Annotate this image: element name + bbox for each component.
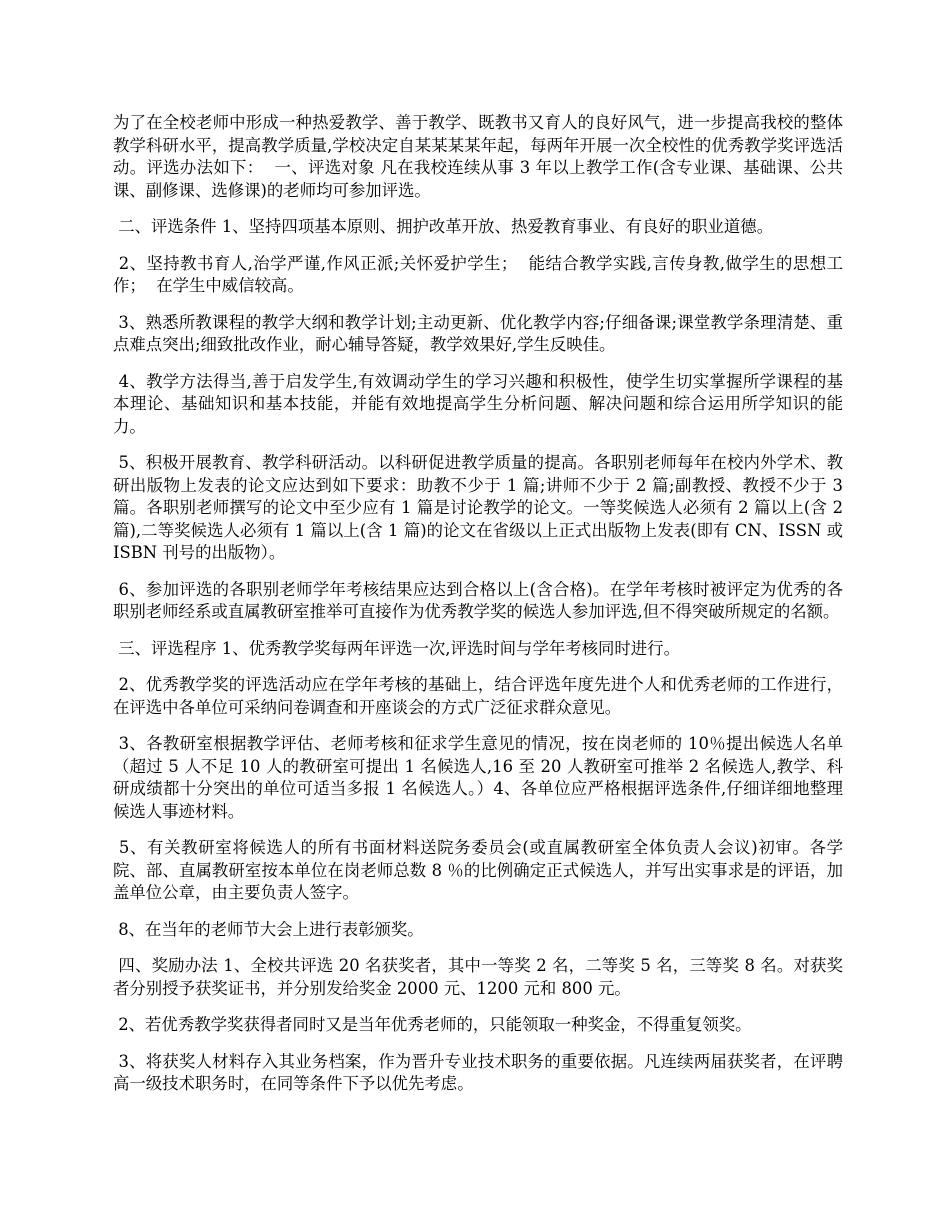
paragraph-procedure-5: 5、有关教研室将候选人的所有书面材料送院务委员会(或直属教研室全体负责人会议)初审。各学院、部、直属教研室按本单位在岗老师总数 8 ％的比例确定正式候选人，并写出实事求是的评语，加盖单位公章，由主要负责人签字。 [113, 838, 843, 902]
document-body [113, 112, 849, 1110]
paragraph-awards-2: 2、若优秀教学奖获得者同时又是当年优秀老师的，只能领取一种奖金，不得重复领奖。 [113, 1015, 752, 1034]
paragraph-criteria-4: 4、教学方法得当,善于启发学生,有效调动学生的学习兴趣和积极性，使学生切实掌握所学课程的基本理论、基础知识和基本技能，并能有效地提高学生分析问题、解决问题和综合运用所学知识的能力。 [113, 371, 843, 436]
paragraph-criteria-2: 2、坚持教书育人,治学严谨,作风正派;关怀爱护学生； 能结合教学实践,言传身教,做学生的思想工作； 在学生中威信较高。 [113, 253, 843, 295]
paragraph-intro: 为了在全校老师中形成一种热爱教学、善于教学、既教书又育人的良好风气，进一步提高我校的整体教学科研水平，提高教学质量,学校决定自某某某某年起，每两年开展一次全校性的优秀教学奖评选活动。评选办法如下： 一、评选对象 凡在我校连续从事 3 年以上教学工作(含专业课、基础课、公共课、副修课、选修课)的老师均可参加评选。 [113, 113, 843, 200]
paragraph-procedure-2: 2、优秀教学奖的评选活动应在学年考核的基础上，结合评选年度先进个人和优秀老师的工作进行，在评选中各单位可采纳问卷调查和开座谈会的方式广泛征求群众意见。 [113, 675, 843, 717]
paragraph-criteria-6: 6、参加评选的各职别老师学年考核结果应达到合格以上(含合格)。在学年考核时被评定为优秀的各职别老师经系或直属教研室推举可直接作为优秀教学奖的候选人参加评选,但不得突破所规定的名额。 [113, 579, 844, 621]
paragraph-procedure-3-4: 3、各教研室根据教学评估、老师考核和征求学生意见的情况，按在岗老师的 10％提出候选人名单（超过 5 人不足 10 人的教研室可提出 1 名候选人,16 至 20 人教研室可推举 2 名候选人,教学、科研成绩都十分突出的单位可适当多报 1 名候选人。）4、各单位应严格根据评选条件,仔细详细地整理候选人事迹材料。 [113, 734, 843, 821]
paragraph-criteria-3: 3、熟悉所教课程的教学大纲和教学计划;主动更新、优化教学内容;仔细备课;课堂教学条理清楚、重点难点突出;细致批改作业，耐心辅导答疑，教学效果好,学生反映佳。 [113, 312, 843, 354]
paragraph-awards-1: 四、奖励办法 1、全校共评选 20 名获奖者，其中一等奖 2 名，二等奖 5 名，三等奖 8 名。对获奖者分别授予获奖证书，并分别发给奖金 2000 元、1200 元和 800 元。 [113, 956, 843, 998]
paragraph-awards-3: 3、将获奖人材料存入其业务档案，作为晋升专业技术职务的重要依据。凡连续两届获奖者，在评聘高一级技术职务时，在同等条件下予以优先考虑。 [113, 1051, 843, 1093]
paragraph-procedure-8: 8、在当年的老师节大会上进行表彰颁奖。 [113, 919, 424, 939]
paragraph-criteria-5: 5、积极开展教育、教学科研活动。以科研促进教学质量的提高。各职别老师每年在校内外学术、教研出版物上发表的论文应达到如下要求：助教不少于 1 篇;讲师不少于 2 篇;副教授、教授不少于 3 篇。各职别老师撰写的论文中至少应有 1 篇是讨论教学的论文。一等奖候选人必须有 2 篇以上(含 2 篇),二等奖候选人必须有 1 篇以上(含 1 篇)的论文在省级以上正式出版物上发表(即有 CN、ISSN 或 ISBN 刊号的出版物）。 [113, 453, 849, 562]
paragraph-criteria-1: 二、评选条件 1、坚持四项基本原则、拥护改革开放、热爱教育事业、有良好的职业道德。 [113, 217, 774, 236]
paragraph-procedure-1: 三、评选程序 1、优秀教学奖每两年评选一次,评选时间与学年考核同时进行。 [113, 638, 680, 658]
